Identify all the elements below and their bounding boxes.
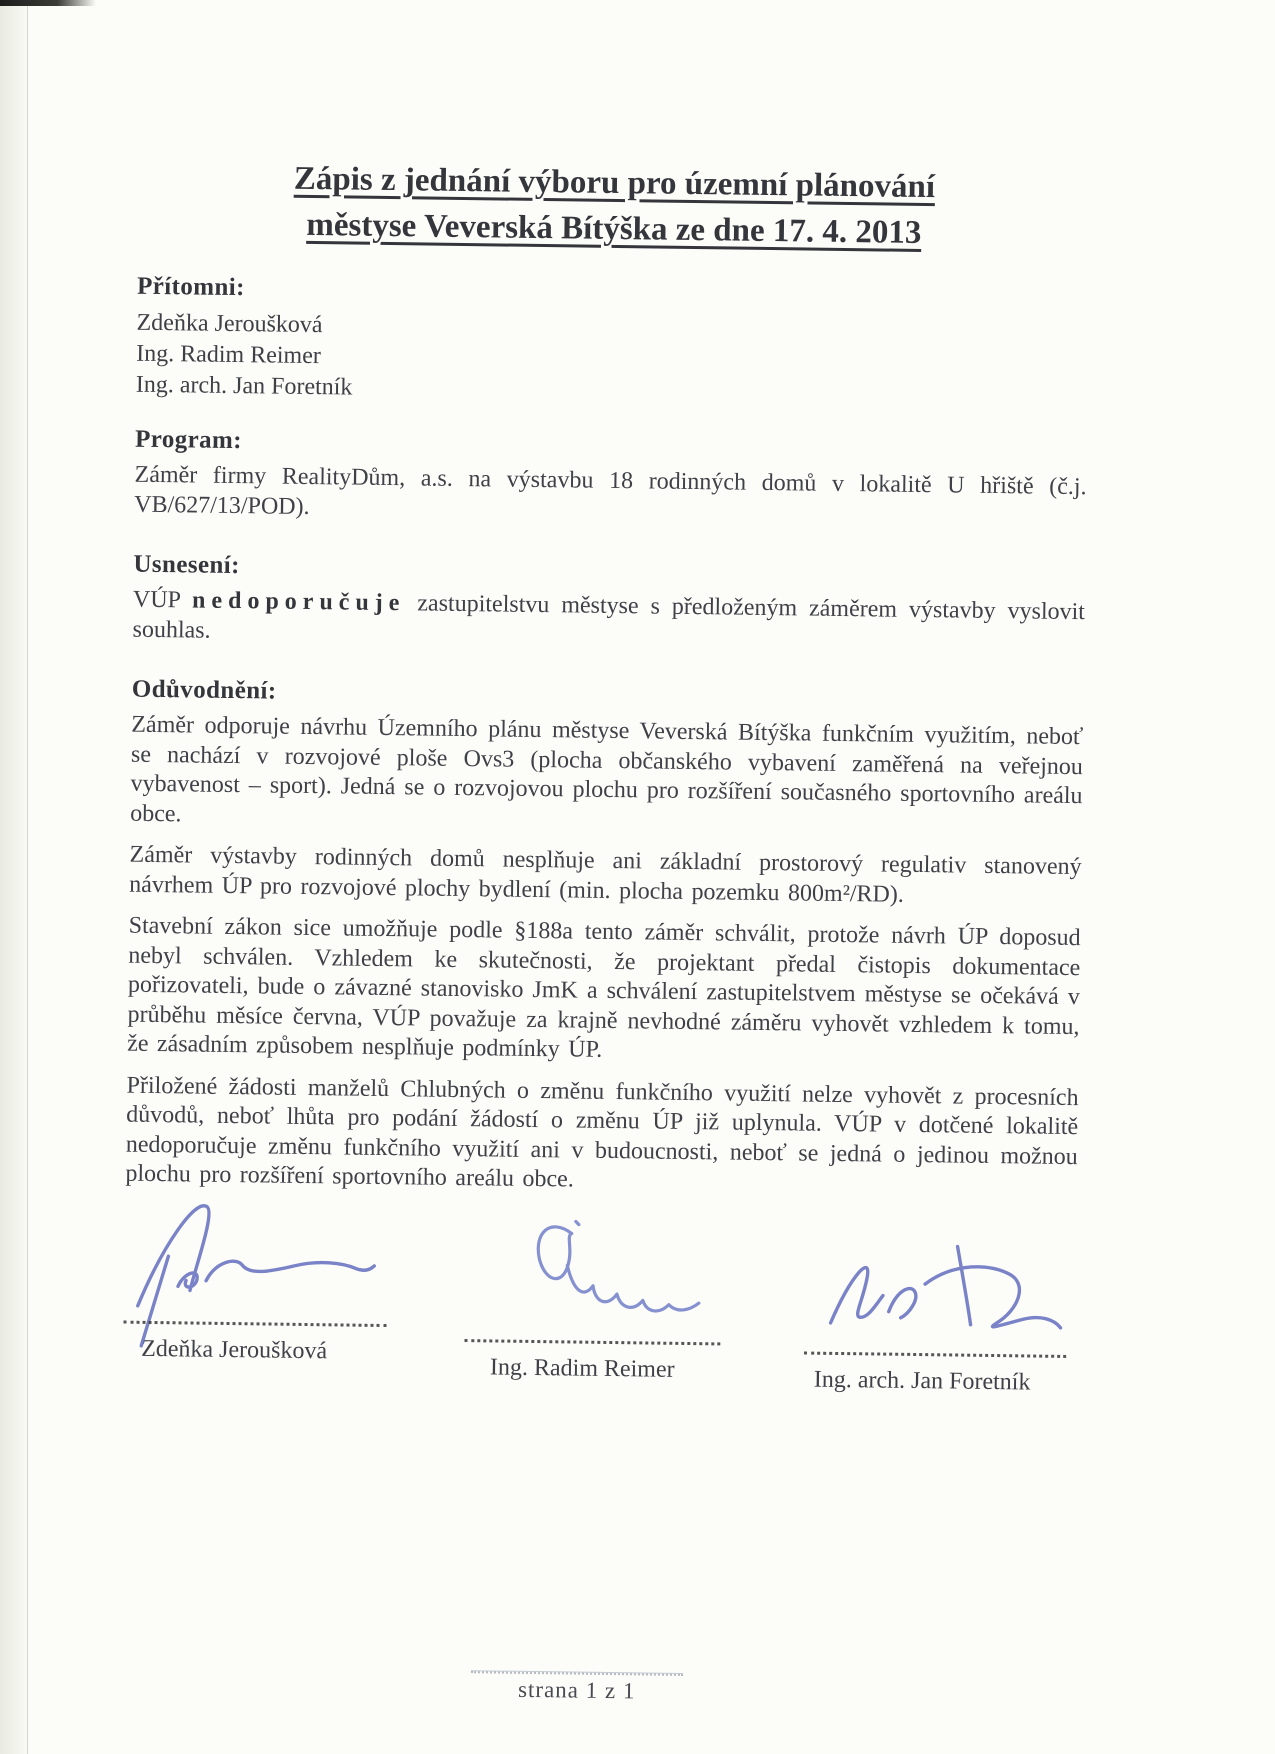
- usneseni-prefix: VÚP: [132, 586, 181, 614]
- signature-line: [124, 1320, 387, 1326]
- oduvodneni-paragraph-3: Stavební zákon sice umožňuje podle §188a tento záměr schválit, protože návrh ÚP doposud nebyl schválen. Vzhledem ke skutečnosti, že projektant předal čistopis dokumentace pořizovateli, bude o závazné stanovisko JmK a schválení zastupitelstvem městyse se očekává v průběhu měsíce června, VÚP považuje za krajně nevhodné záměru vyhovět vzhledem k tomu, že zásadním způsobem nesplňuje podmínky ÚP.: [127, 912, 1081, 1063]
- attendee-list: [136, 308, 1089, 413]
- page-title-line1: Zápis z jednání výboru pro územní plánování: [293, 160, 936, 206]
- page-footer: [437, 1670, 717, 1706]
- program-text: Záměr firmy RealityDům, a.s. na výstavbu 18 rodinných domů v lokalitě U hřiště (č.j. VB/627/13/POD).: [134, 461, 1087, 520]
- scan-artifact-left-line: [27, 0, 28, 1754]
- signature-block: [804, 1256, 1068, 1397]
- document-content: [118, 154, 1090, 1726]
- signature-name: Zdeňka Jeroušková: [141, 1335, 328, 1364]
- page-title-line2: městyse Veverská Bítýška ze dne 17. 4. 2013: [306, 206, 922, 251]
- section-heading-program: Program:: [134, 425, 243, 455]
- usneseni-text: [132, 586, 1085, 657]
- attendee-name: Ing. Radim Reimer: [136, 340, 322, 370]
- signature-name: Ing. Radim Reimer: [489, 1353, 675, 1383]
- signature-block: [123, 1225, 388, 1366]
- section-heading-pritomni: Přítomni:: [136, 272, 246, 302]
- scan-artifact-top-edge: [0, 0, 96, 6]
- signature-line: [804, 1351, 1066, 1357]
- usneseni-suffix: zastupitelstvu městyse s předloženým záměrem výstavby vyslovit souhlas.: [132, 590, 1086, 644]
- oduvodneni-paragraph-4: Přiložené žádosti manželů Chlubných o změnu funkčního využití nelze vyhovět z procesních důvodů, neboť lhůta pro podání žádostí o změnu ÚP již uplynula. VÚP v dotčené lokalitě nedoporučuje změnu funkčního využití ani v budoucnosti, neboť se jedná o jedinou možnou plochu pro rozšíření sportovního areálu obce.: [125, 1072, 1079, 1193]
- signature-name: Ing. arch. Jan Foretník: [813, 1366, 1031, 1395]
- signature-row: [123, 1225, 1077, 1407]
- oduvodneni-paragraph-1: Záměr odporuje návrhu Územního plánu městyse Veverská Bítýška funkčním využitím, neboť se nachází v rozvojové ploše Ovs3 (plocha občanského vybavení zaměřená na veřejnou vybavenost – sport). Jedná se o rozvojovou plochu pro rozšíření současného sportovního areálu obce.: [130, 711, 1084, 827]
- signature-line: [464, 1339, 720, 1345]
- page-title: [234, 155, 995, 257]
- section-heading-usneseni: Usnesení:: [133, 550, 241, 580]
- footer-page-number: strana 1 z 1: [517, 1676, 636, 1704]
- attendee-name: Ing. arch. Jan Foretník: [135, 371, 353, 401]
- attendee-name: Zdeňka Jeroušková: [136, 309, 323, 339]
- footer-divider: [471, 1670, 683, 1676]
- signature-block: [464, 1244, 722, 1385]
- oduvodneni-paragraph-2: Záměr výstavby rodinných domů nesplňuje ani základní prostorový regulativ stanovený návrhem ÚP pro rozvojové plochy bydlení (min. plocha pozemku 800m²/RD).: [129, 841, 1082, 908]
- handwritten-signature-foretnik: [806, 1214, 1070, 1387]
- usneseni-bold-word: nedoporučuje: [191, 587, 406, 617]
- section-heading-oduvodneni: Odůvodnění:: [131, 675, 277, 705]
- scan-artifact-left-edge: [0, 0, 30, 1754]
